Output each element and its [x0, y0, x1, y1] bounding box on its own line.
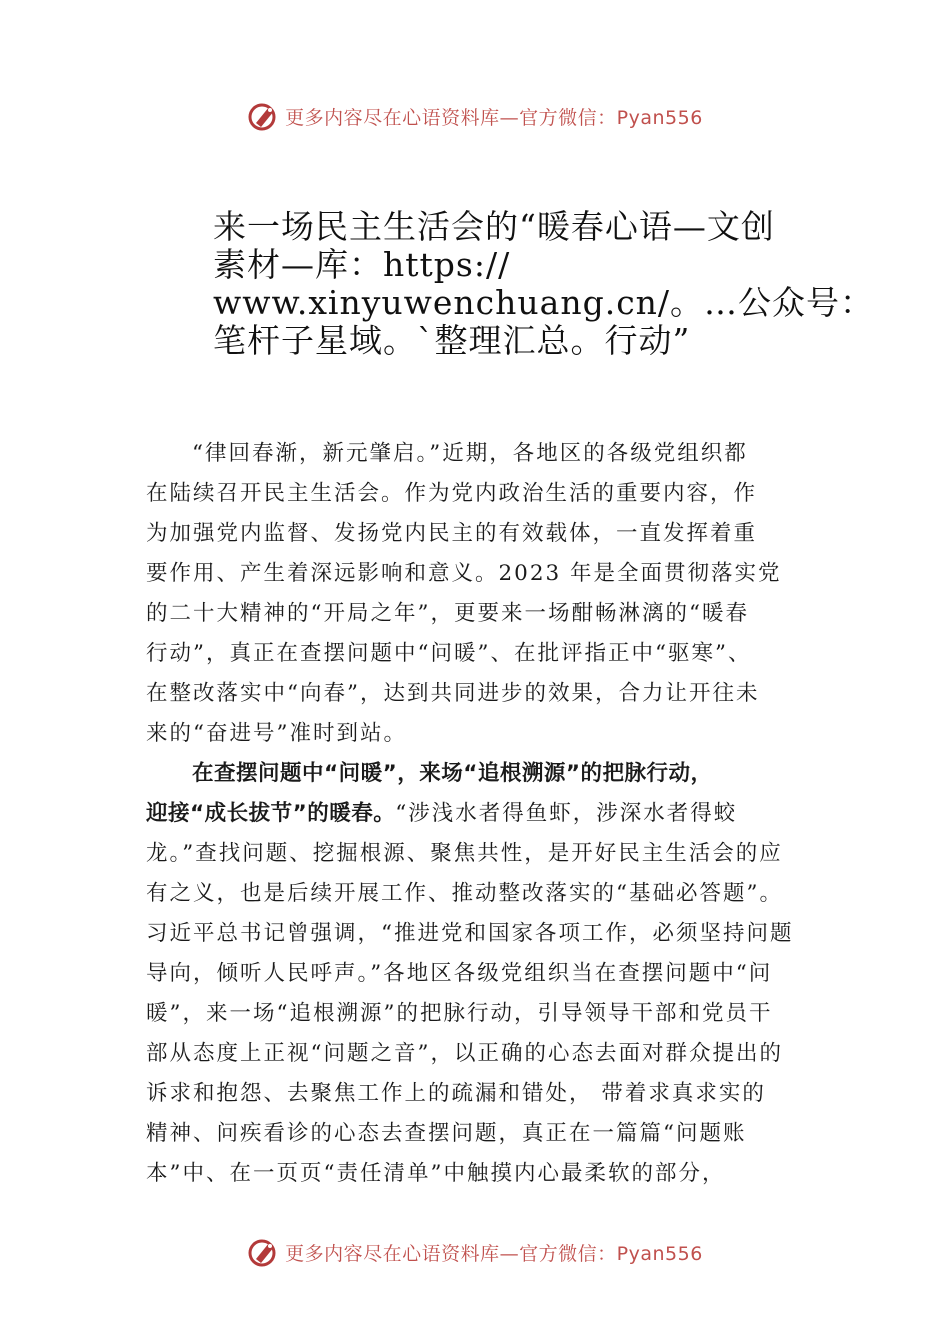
banner-text: 更多内容尽在心语资料库—官方微信：Pyan556: [285, 106, 703, 129]
body-line: 暖”，来一场“追根溯源”的把脉行动，引导领导干部和党员干: [146, 1001, 773, 1026]
body-line: 精神、问疾看诊的心态去查摆问题，真正在一篇篇“问题账: [146, 1121, 747, 1146]
body-line: 为加强党内监督、发扬党内民主的有效载体，一直发挥着重: [146, 521, 758, 546]
body-line: 本”中、在一页页“责任清单”中触摸内心最柔软的部分，: [146, 1161, 726, 1186]
body-line: “律回春渐，新元肇启。”近期，各地区的各级党组织都: [192, 441, 748, 466]
body-line: 在整改落实中“向春”，达到共同进步的效果，合力让开往未: [146, 681, 760, 706]
body-line: 来的“奋进号”准时到站。: [146, 721, 407, 746]
pen-nib-logo-icon: [247, 1235, 281, 1269]
wechat-id: Pyan556: [616, 1242, 703, 1265]
banner-text: 更多内容尽在心语资料库—官方微信：Pyan556: [285, 1242, 703, 1265]
header-banner: [0, 96, 950, 136]
body-line: 的二十大精神的“开局之年”，更要来一场酣畅淋漓的“暖春: [146, 601, 749, 626]
body-line: 部从态度上正视“问题之音”，以正确的心态去面对群众提出的: [146, 1041, 783, 1066]
body-line: 行动”，真正在查摆问题中“问暖”、在批评指正中“驱寒”、: [146, 641, 752, 666]
body-line: 有之义，也是后续开展工作、推动整改落实的“基础必答题”。: [146, 881, 783, 906]
title-line: 笔杆子星域。`整理汇总。行动”: [213, 321, 691, 360]
title-line: 素材—库：https://: [213, 245, 511, 284]
pen-nib-logo-icon: [247, 99, 281, 133]
section-heading-cont: 迎接“成长拔节”的暖春。: [146, 801, 396, 826]
body-line: 诉求和抱怨、去聚焦工作上的疏漏和错处， 带着求真求实的: [146, 1081, 766, 1106]
body-line: 在陆续召开民主生活会。作为党内政治生活的重要内容，作: [146, 481, 758, 506]
title-line: 来一场民主生活会的“暖春心语—文创: [213, 207, 775, 246]
section-heading: 在查摆问题中“问暖”，来场“追根溯源”的把脉行动，: [192, 761, 713, 786]
footer-banner: [0, 1232, 950, 1272]
body-line: 龙。”查找问题、挖掘根源、聚焦共性，是开好民主生活会的应: [146, 841, 783, 866]
body-line: [146, 794, 818, 834]
body-line: 导向，倾听人民呼声。”各地区各级党组织当在查摆问题中“问: [146, 961, 773, 986]
wechat-id: Pyan556: [616, 106, 703, 129]
body-line-text: “涉浅水者得鱼虾，涉深水者得蛟: [395, 801, 738, 826]
body-line: 习近平总书记曾强调，“推进党和国家各项工作，必须坚持问题: [146, 921, 794, 946]
body-line: 要作用、产生着深远影响和意义。2023 年是全面贯彻落实党: [146, 561, 782, 586]
document-title: [213, 207, 875, 360]
title-line: www.xinyuwenchuang.cn/。…公众号：: [213, 283, 875, 322]
document-body: [146, 434, 818, 1194]
